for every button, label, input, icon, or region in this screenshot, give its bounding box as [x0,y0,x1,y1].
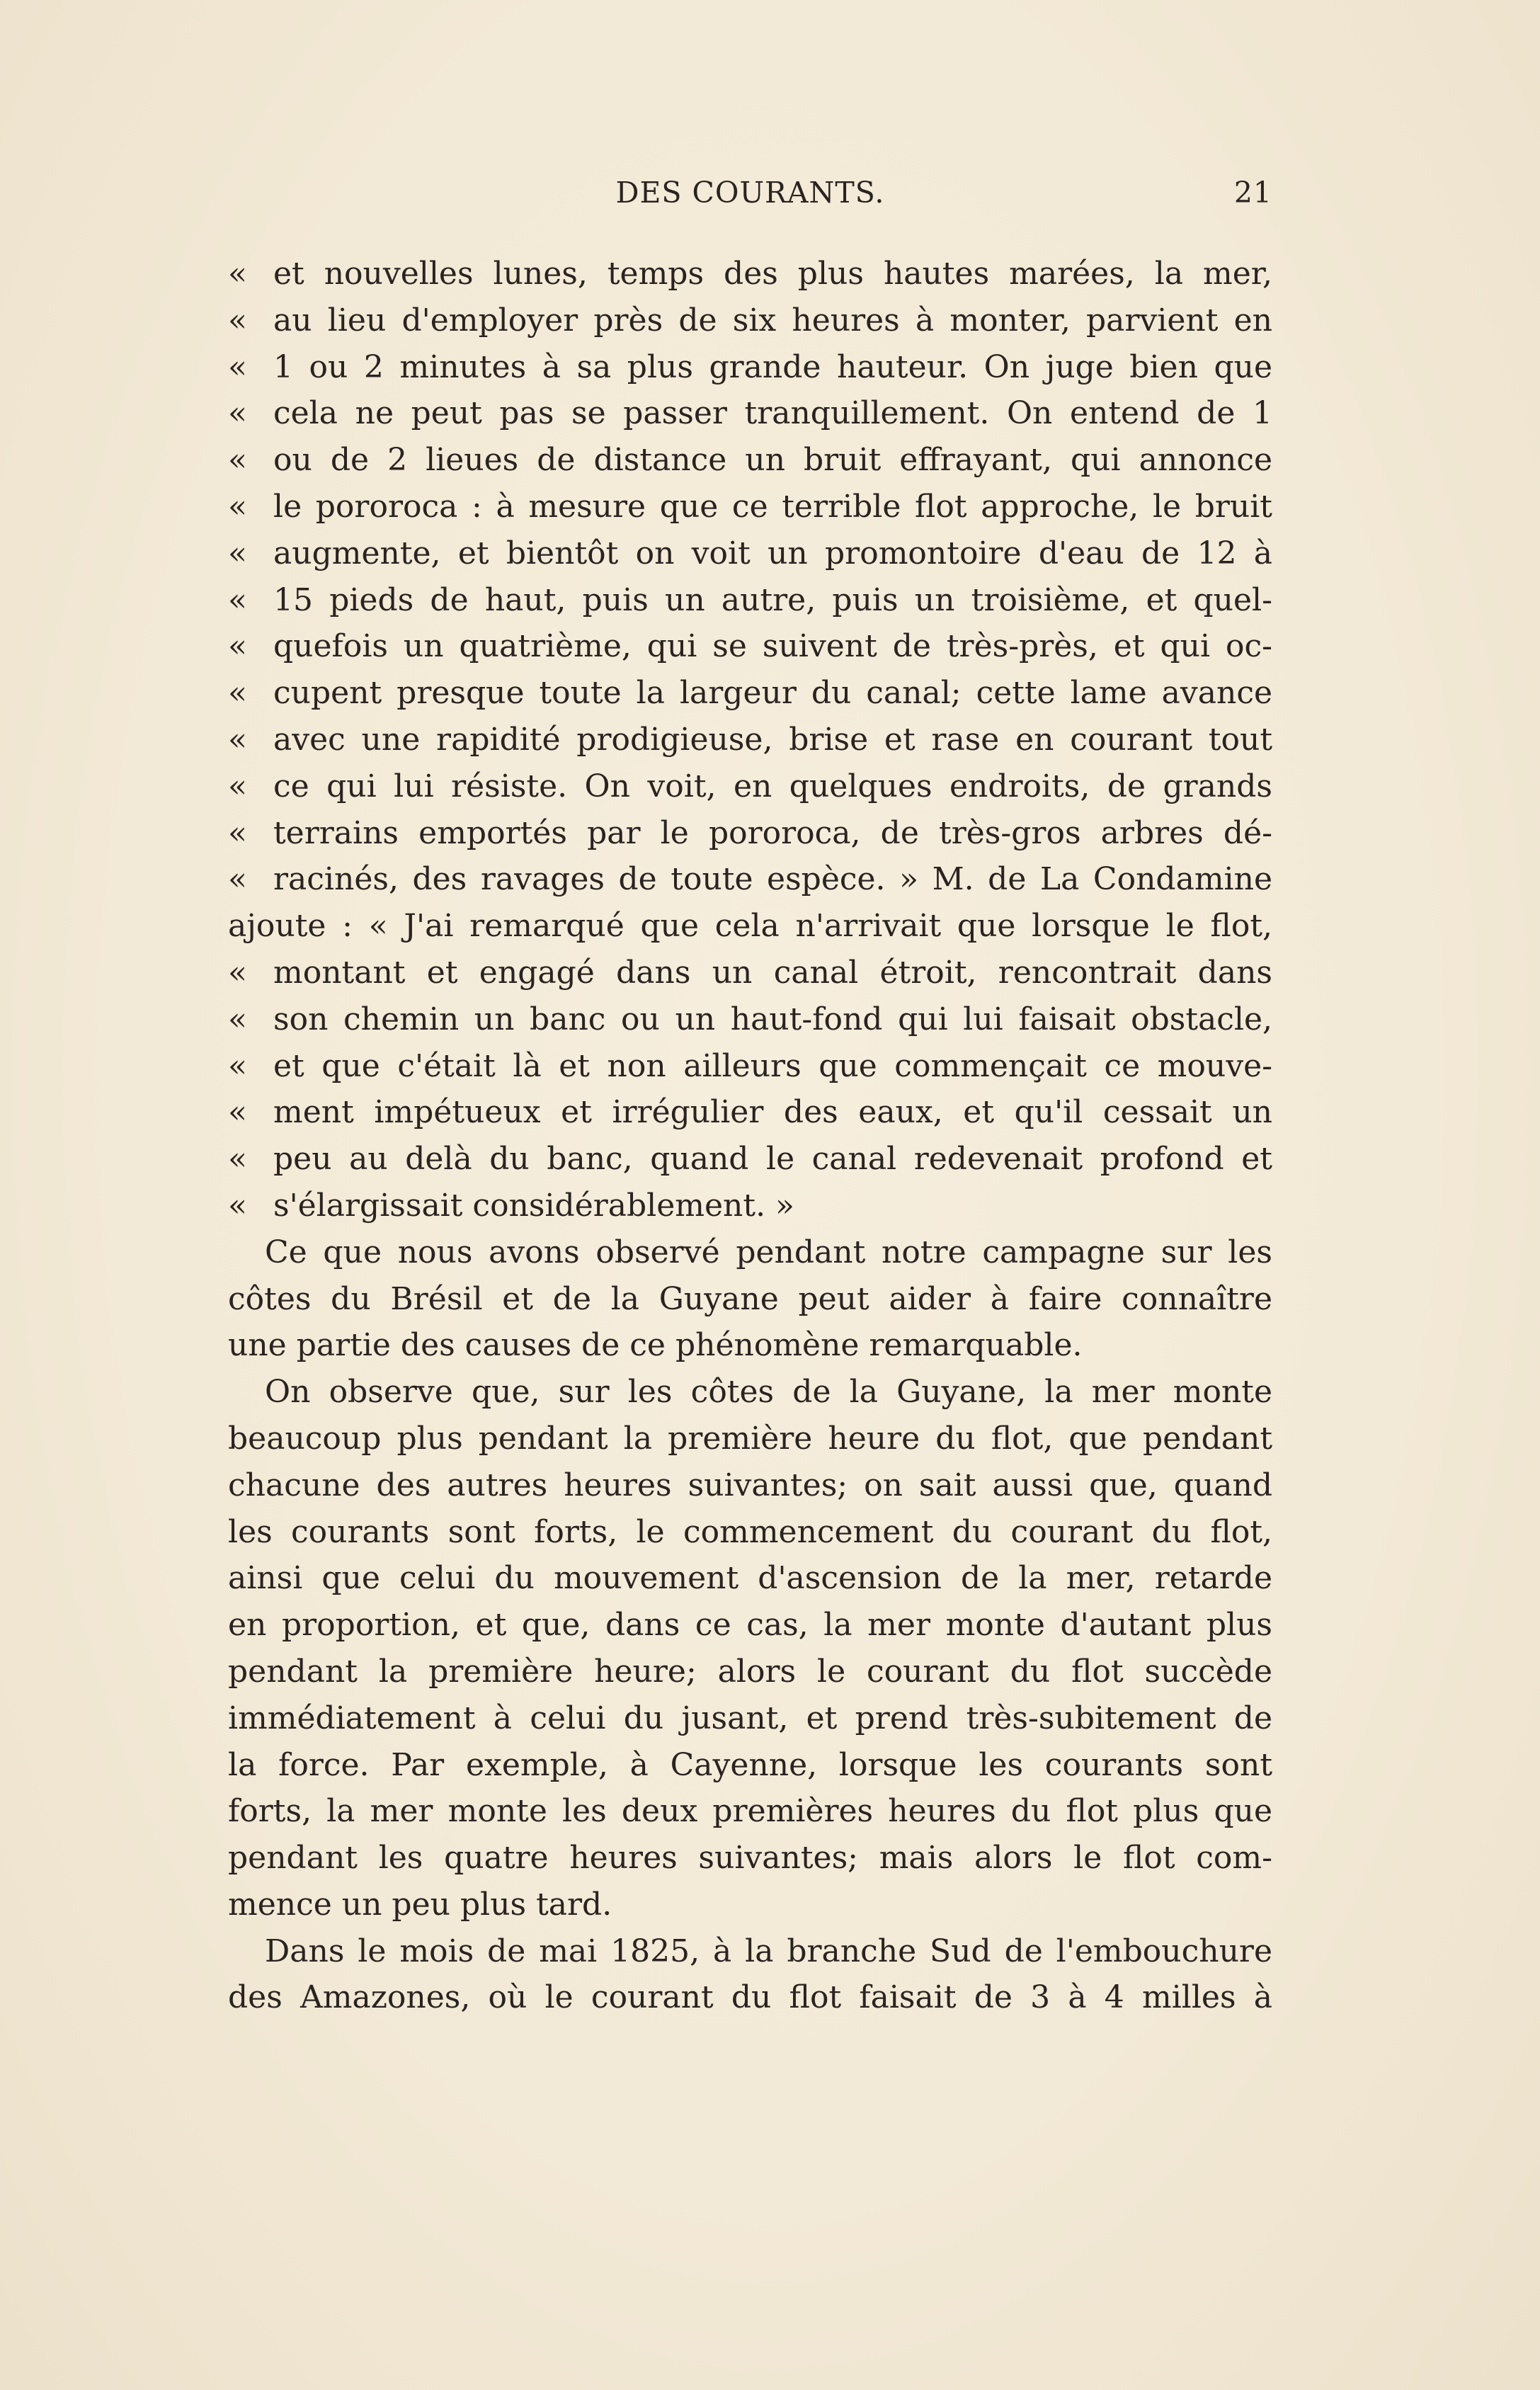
running-header [228,176,1272,218]
text-line-content: terrains emportés par le pororoca, de très-gros arbres dé- [273,814,1272,851]
text-line [228,1928,1272,1975]
text-line-content: cela ne peut pas se passer tranquillement. On entend de 1 [273,395,1272,432]
text-line-content: son chemin un banc ou un haut-fond qui lui faisait obstacle, [273,1001,1272,1037]
text-line-content: augmente, et bientôt on voit un promontoire d'eau de 12 à [273,535,1272,571]
page-number: 21 [1233,176,1272,210]
text-line-content: en proportion, et que, dans ce cas, la mer monte d'autant plus [228,1607,1272,1644]
text-line-content: ajoute : « J'ai remarqué que cela n'arrivait que lorsque le flot, [228,908,1272,945]
text-line-content: beaucoup plus pendant la première heure du flot, que pendant [228,1420,1272,1457]
quotation-mark: « [228,675,247,712]
text-line [228,530,1272,577]
text-line-content: s'élargissait considérablement. » [273,1187,794,1224]
text-line-content: cupent presque toute la largeur du canal; cette lame avance [273,675,1272,712]
text-line [228,996,1272,1043]
text-line-content: pendant la première heure; alors le courant du flot succède [228,1653,1272,1690]
text-line [228,1742,1272,1789]
quotation-mark: « [228,1141,247,1178]
text-line [228,1416,1272,1462]
text-line-content: des Amazones, où le courant du flot faisait de 3 à 4 milles à [228,1979,1272,2016]
quotation-mark: « [228,302,247,338]
text-line-content: ou de 2 lieues de distance un bruit effrayant, qui annonce [273,442,1272,479]
quotation-mark: « [228,1094,247,1131]
text-line [228,623,1272,670]
text-line-content: les courants sont forts, le commencement du courant du flot, [228,1513,1272,1550]
quotation-mark: « [228,256,247,292]
text-line [228,251,1272,297]
text-line-content: peu au delà du banc, quand le canal redevenait profond et [273,1141,1272,1178]
quotation-mark: « [228,535,247,571]
text-line [228,1089,1272,1136]
text-line [228,1695,1272,1742]
text-line [228,717,1272,763]
text-line [228,1183,1272,1229]
quotation-mark: « [228,581,247,618]
text-line [228,1229,1272,1276]
text-line [228,903,1272,950]
text-line [228,950,1272,996]
text-line [228,1882,1272,1928]
text-line [228,1974,1272,2021]
text-line-content: 15 pieds de haut, puis un autre, puis un troisième, et quel- [273,581,1272,618]
body-text [228,251,1272,2021]
text-line-content: Ce que nous avons observé pendant notre campagne sur les [265,1234,1272,1270]
text-line [228,484,1272,530]
text-line [228,344,1272,391]
text-line [228,437,1272,484]
text-line-content: ce qui lui résiste. On voit, en quelques endroits, de grands [273,768,1272,804]
text-line [228,1136,1272,1183]
text-line-content: Dans le mois de mai 1825, à la branche Sud de l'embouchure [265,1933,1272,1969]
text-line-content: 1 ou 2 minutes à sa plus grande hauteur. On juge bien que [273,348,1272,385]
text-line-content: On observe que, sur les côtes de la Guyane, la mer monte [265,1374,1272,1411]
quotation-mark: « [228,628,247,665]
text-line [228,297,1272,344]
text-line [228,1369,1272,1416]
text-line [228,1788,1272,1835]
quotation-mark: « [228,488,247,525]
quotation-mark: « [228,395,247,432]
text-line [228,1649,1272,1695]
text-line [228,1555,1272,1602]
text-line [228,810,1272,857]
text-line-content: au lieu d'employer près de six heures à monter, parvient en [273,302,1272,338]
text-line [228,1322,1272,1369]
text-line-content: chacune des autres heures suivantes; on sait aussi que, quand [228,1467,1272,1503]
running-title: DES COURANTS. [615,176,885,210]
text-line-content: ment impétueux et irrégulier des eaux, et qu'il cessait un [273,1094,1272,1131]
text-line-content: et nouvelles lunes, temps des plus hautes marées, la mer, [273,256,1272,292]
text-line [228,1043,1272,1090]
text-line-content: et que c'était là et non ailleurs que commençait ce mouve- [273,1047,1272,1084]
text-line [228,1835,1272,1882]
text-line-content: pendant les quatre heures suivantes; mais alors le flot com- [228,1840,1272,1877]
text-line-content: une partie des causes de ce phénomène remarquable. [228,1327,1083,1364]
text-line [228,1602,1272,1649]
quotation-mark: « [228,1187,247,1224]
text-line [228,763,1272,810]
text-line [228,670,1272,717]
quotation-mark: « [228,442,247,479]
quotation-mark: « [228,721,247,758]
quotation-mark: « [228,1047,247,1084]
quotation-mark: « [228,954,247,991]
text-line-content: la force. Par exemple, à Cayenne, lorsque les courants sont [228,1746,1272,1783]
text-line [228,390,1272,437]
text-line-content: immédiatement à celui du jusant, et prend très-subitement de [228,1700,1272,1736]
quotation-mark: « [228,1001,247,1037]
text-line-content: ainsi que celui du mouvement d'ascension de la mer, retarde [228,1560,1272,1597]
text-line-content: le pororoca : à mesure que ce terrible flot approche, le bruit [273,488,1272,525]
text-line-content: avec une rapidité prodigieuse, brise et rase en courant tout [273,721,1272,758]
text-line-content: quefois un quatrième, qui se suivent de très-près, et qui oc- [273,628,1272,665]
text-line-content: montant et engagé dans un canal étroit, rencontrait dans [273,954,1272,991]
text-line [228,1276,1272,1323]
quotation-mark: « [228,814,247,851]
quotation-mark: « [228,861,247,898]
text-line-content: forts, la mer monte les deux premières heures du flot plus que [228,1793,1272,1830]
text-line-content: mence un peu plus tard. [228,1886,612,1923]
text-line [228,577,1272,624]
text-line [228,856,1272,903]
quotation-mark: « [228,768,247,804]
text-line-content: racinés, des ravages de toute espèce. » M. de La Condamine [273,861,1272,898]
text-line-content: côtes du Brésil et de la Guyane peut aider à faire connaître [228,1280,1272,1317]
text-line [228,1462,1272,1509]
text-line [228,1509,1272,1556]
quotation-mark: « [228,348,247,385]
